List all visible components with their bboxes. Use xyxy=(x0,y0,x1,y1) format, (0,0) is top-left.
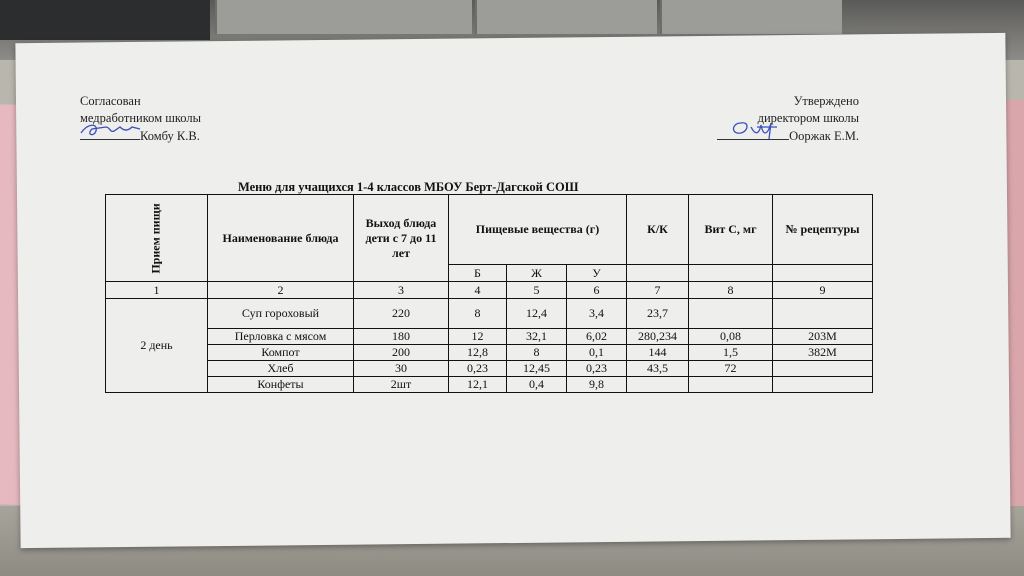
column-number: 4 xyxy=(449,282,507,299)
cell-zh: 12,45 xyxy=(507,361,567,377)
column-number: 9 xyxy=(773,282,873,299)
col-u: У xyxy=(567,265,627,282)
table-row xyxy=(106,361,873,377)
cell-vitc xyxy=(689,377,773,393)
col-dish: Наименование блюда xyxy=(208,195,354,282)
col-kcal: К/К xyxy=(627,195,689,265)
signature-right-icon xyxy=(727,115,797,141)
approval-right-line1: Утверждено xyxy=(793,94,859,108)
cell-kcal xyxy=(627,377,689,393)
approval-left xyxy=(80,93,201,145)
cell-u: 9,8 xyxy=(567,377,627,393)
empty-cell xyxy=(689,265,773,282)
table-row xyxy=(106,377,873,393)
cell-zh: 12,4 xyxy=(507,299,567,329)
cell-b: 12,1 xyxy=(449,377,507,393)
approval-left-line1: Согласован xyxy=(80,94,141,108)
approval-right-signature-row xyxy=(717,127,859,145)
cell-kcal: 23,7 xyxy=(627,299,689,329)
cell-dish: Хлеб xyxy=(208,361,354,377)
laptop-key xyxy=(660,0,842,34)
approval-right-line2: директором школы xyxy=(757,111,859,125)
laptop-edge xyxy=(0,0,210,40)
cell-dish: Конфеты xyxy=(208,377,354,393)
col-nutrients: Пищевые вещества (г) xyxy=(449,195,627,265)
signature-line xyxy=(717,127,789,140)
cell-zh: 8 xyxy=(507,345,567,361)
column-number: 8 xyxy=(689,282,773,299)
empty-cell xyxy=(773,265,873,282)
cell-yield: 2шт xyxy=(354,377,449,393)
cell-yield: 220 xyxy=(354,299,449,329)
cell-u: 6,02 xyxy=(567,329,627,345)
signature-left-icon xyxy=(76,119,146,141)
cell-b: 0,23 xyxy=(449,361,507,377)
cell-kcal: 280,234 xyxy=(627,329,689,345)
column-number: 7 xyxy=(627,282,689,299)
table-row xyxy=(106,329,873,345)
cell-vitc: 1,5 xyxy=(689,345,773,361)
cell-vitc: 0,08 xyxy=(689,329,773,345)
cell-kcal: 144 xyxy=(627,345,689,361)
col-yield: Выход блюда дети с 7 до 11 лет xyxy=(354,195,449,282)
cell-recipe: 382М xyxy=(773,345,873,361)
cell-yield: 30 xyxy=(354,361,449,377)
table-row xyxy=(106,345,873,361)
column-number: 6 xyxy=(567,282,627,299)
menu-title: Меню для учащихся 1-4 классов МБОУ Берт-Дагской СОШ xyxy=(238,180,579,194)
laptop-key xyxy=(215,0,472,34)
cell-dish: Перловка с мясом xyxy=(208,329,354,345)
column-number: 2 xyxy=(208,282,354,299)
menu-table xyxy=(105,194,873,393)
cell-zh: 32,1 xyxy=(507,329,567,345)
col-meal xyxy=(106,195,208,282)
cell-u: 3,4 xyxy=(567,299,627,329)
laptop-key xyxy=(475,0,657,34)
approval-right xyxy=(717,93,859,145)
cell-dish: Компот xyxy=(208,345,354,361)
empty-cell xyxy=(627,265,689,282)
cell-recipe xyxy=(773,299,873,329)
col-zh: Ж xyxy=(507,265,567,282)
column-number: 1 xyxy=(106,282,208,299)
column-number: 5 xyxy=(507,282,567,299)
approval-left-signature-row xyxy=(80,127,201,145)
cell-b: 12 xyxy=(449,329,507,345)
cell-zh: 0,4 xyxy=(507,377,567,393)
column-number: 3 xyxy=(354,282,449,299)
cell-yield: 180 xyxy=(354,329,449,345)
approver-right-name: Ооржак Е.М. xyxy=(789,129,859,143)
cell-recipe: 203М xyxy=(773,329,873,345)
cell-kcal: 43,5 xyxy=(627,361,689,377)
cell-recipe xyxy=(773,377,873,393)
cell-b: 8 xyxy=(449,299,507,329)
cell-dish: Суп гороховый xyxy=(208,299,354,329)
cell-u: 0,1 xyxy=(567,345,627,361)
cell-u: 0,23 xyxy=(567,361,627,377)
approver-left-name: Комбу К.В. xyxy=(140,129,200,143)
cell-b: 12,8 xyxy=(449,345,507,361)
col-vitc: Вит С, мг xyxy=(689,195,773,265)
cell-vitc xyxy=(689,299,773,329)
signature-line xyxy=(80,127,140,140)
cell-vitc: 72 xyxy=(689,361,773,377)
approval-left-line2: медработником школы xyxy=(80,111,202,125)
cell-yield: 200 xyxy=(354,345,449,361)
day-label: 2 день xyxy=(106,299,208,393)
col-b: Б xyxy=(449,265,507,282)
col-meal-label: Прием пищи xyxy=(148,202,163,274)
cell-recipe xyxy=(773,361,873,377)
table-row xyxy=(106,299,873,329)
col-recipe: № рецептуры xyxy=(773,195,873,265)
